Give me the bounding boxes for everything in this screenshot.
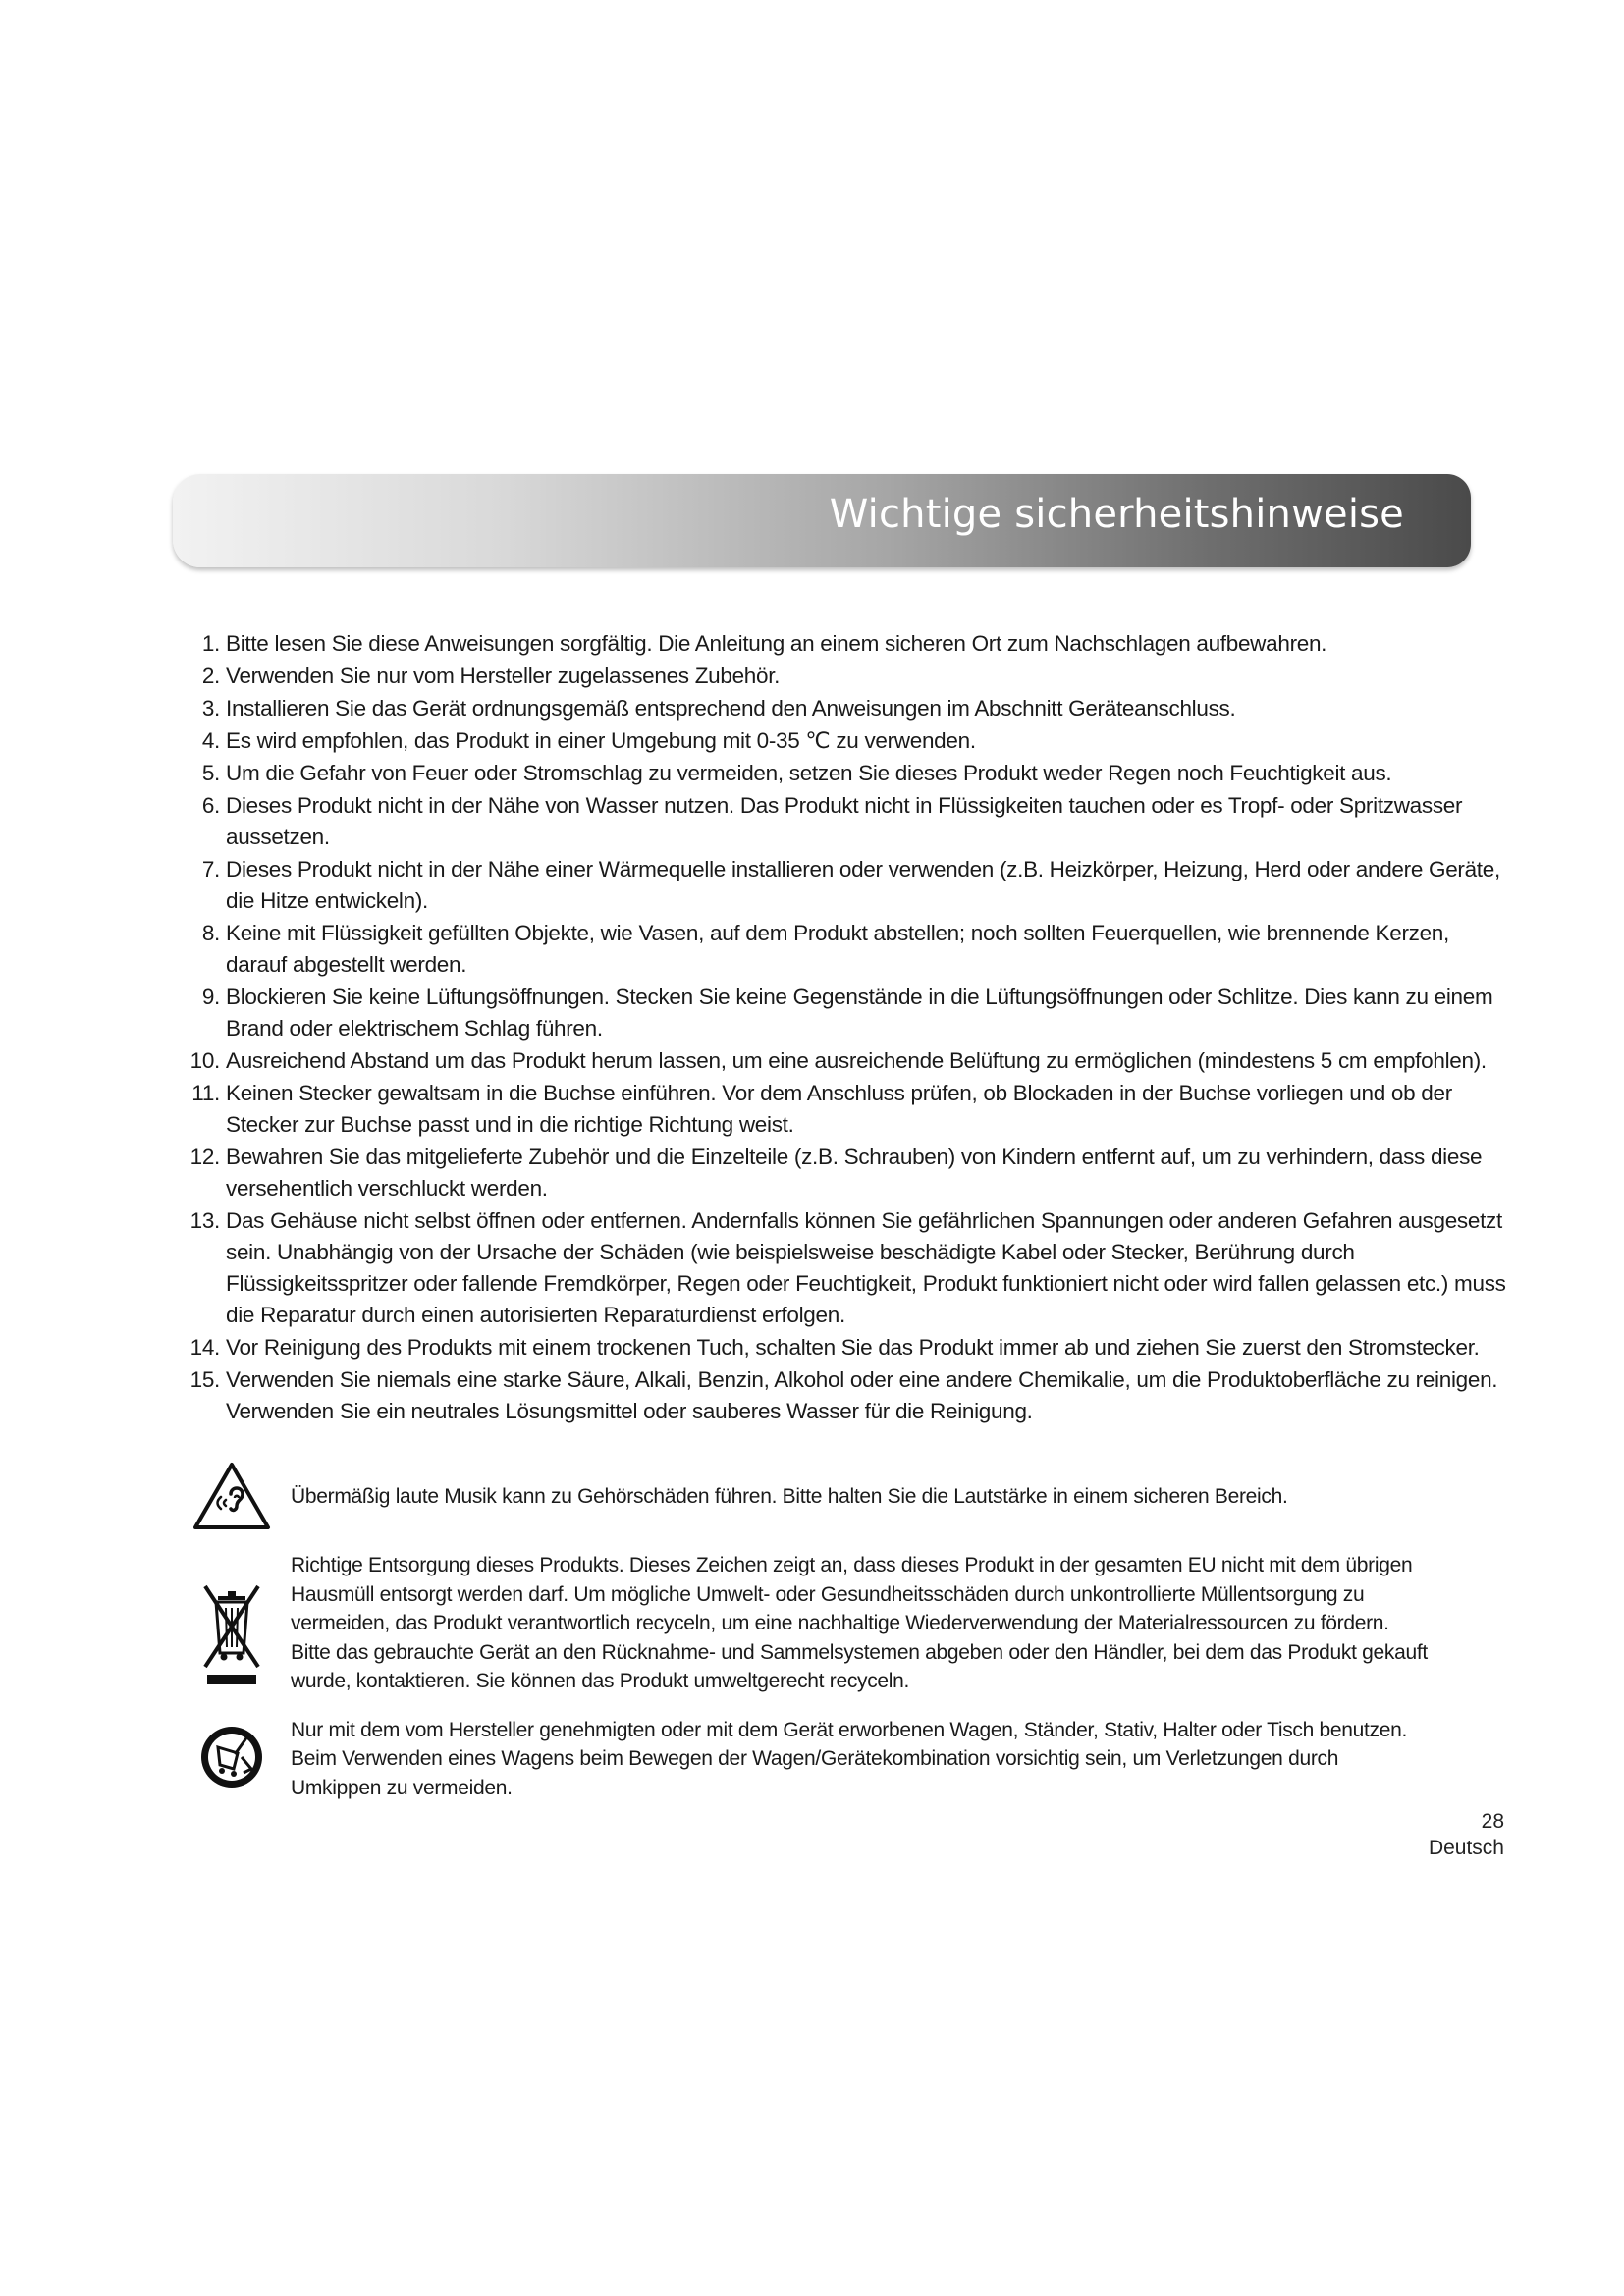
safety-instructions-list xyxy=(189,628,1508,1428)
disposal-notice xyxy=(173,1551,1489,1696)
item-text: Keinen Stecker gewaltsam in die Buchse einführen. Vor dem Anschluss prüfen, ob Blockaden in der Buchse vorliegen und ob der Stecker zur Buchse passt und in die richtige Richtung weist. xyxy=(226,1081,1452,1137)
item-text: Keine mit Flüssigkeit gefüllten Objekte, wie Vasen, auf dem Produkt abstellen; noch sollten Feuerquellen, wie brennende Kerzen, darauf abgestellt werden. xyxy=(226,921,1449,977)
item-text: Bewahren Sie das mitgelieferte Zubehör und die Einzelteile (z.B. Schrauben) von Kindern entfernt auf, um zu verhindern, dass diese versehentlich verschluckt werden. xyxy=(226,1145,1483,1201)
item-text: Das Gehäuse nicht selbst öffnen oder entfernen. Andernfalls können Sie gefährlichen Spannungen oder anderen Gefahren ausgesetzt sein. Unabhängig von der Ursache der Schäden (wie beispielsweise beschädigte Kabel oder Stecker, Berührung durch Flüssigkeitsspritzer oder fallende Fremdkörper, Regen oder Feuchtigkeit, Produkt funktioniert nicht oder wird fallen gelassen etc.) muss die Reparatur durch einen autorisierten Reparaturdienst erfolgen. xyxy=(226,1208,1506,1327)
list-item xyxy=(192,758,1508,789)
list-item xyxy=(192,790,1508,853)
item-number: 12. xyxy=(189,1145,220,1169)
list-item xyxy=(192,693,1508,724)
list-item xyxy=(192,661,1508,692)
item-number: 1. xyxy=(201,631,220,656)
list-item xyxy=(192,725,1508,757)
item-number: 4. xyxy=(201,728,220,753)
safety-notices xyxy=(173,1461,1489,1822)
cart-notice-text: Nur mit dem vom Hersteller genehmigten oder mit dem Gerät erworbenen Wagen, Ständer, Stativ, Halter oder Tisch benutzen. Beim Verwenden eines Wagens beim Bewegen der Wagen/Gerätekombination vorsichtig sein, um Verletzungen durch Umkippen zu vermeiden. xyxy=(291,1718,1408,1799)
weee-crossed-bin-icon xyxy=(173,1551,291,1686)
item-text: Es wird empfohlen, das Produkt in einer Umgebung mit 0-35 ℃ zu verwenden. xyxy=(226,728,976,753)
item-number: 8. xyxy=(201,921,220,945)
hearing-notice xyxy=(173,1461,1489,1531)
list-item xyxy=(192,854,1508,917)
list-item xyxy=(189,1142,1508,1204)
list-item xyxy=(189,1364,1508,1427)
item-number: 9. xyxy=(201,985,220,1009)
list-item xyxy=(189,1045,1508,1077)
item-text: Bitte lesen Sie diese Anweisungen sorgfältig. Die Anleitung an einem sicheren Ort zum Nachschlagen aufbewahren. xyxy=(226,631,1327,656)
page-number: 28 xyxy=(1481,1810,1504,1833)
item-number: 5. xyxy=(201,761,220,785)
cart-notice xyxy=(173,1716,1489,1803)
item-number: 6. xyxy=(201,793,220,818)
item-text: Verwenden Sie niemals eine starke Säure, Alkali, Benzin, Alkohol oder eine andere Chemikalie, um die Produktoberfläche zu reinigen. Verwenden Sie ein neutrales Lösungsmittel oder sauberes Wasser für die Reinigung. xyxy=(226,1367,1498,1423)
item-number: 14. xyxy=(189,1335,220,1360)
language-label: Deutsch xyxy=(1428,1837,1504,1859)
page-footer xyxy=(1429,1808,1504,1861)
item-text: Dieses Produkt nicht in der Nähe einer Wärmequelle installieren oder verwenden (z.B. Heizkörper, Heizung, Herd oder andere Geräte, die Hitze entwickeln). xyxy=(226,857,1500,913)
item-number: 2. xyxy=(201,664,220,688)
list-item xyxy=(192,918,1508,981)
item-text: Installieren Sie das Gerät ordnungsgemäß entsprechend den Anweisungen im Abschnitt Geräteanschluss. xyxy=(226,696,1236,721)
hearing-warning-icon xyxy=(173,1461,291,1531)
hearing-notice-text: Übermäßig laute Musik kann zu Gehörschäden führen. Bitte halten Sie die Lautstärke in einem sicheren Bereich. xyxy=(291,1485,1288,1508)
item-text: Vor Reinigung des Produkts mit einem trockenen Tuch, schalten Sie das Produkt immer ab und ziehen Sie zuerst den Stromstecker. xyxy=(226,1335,1480,1360)
item-number: 10. xyxy=(189,1048,220,1073)
item-number: 11. xyxy=(191,1081,220,1105)
item-number: 7. xyxy=(201,857,220,881)
list-item xyxy=(189,1205,1508,1331)
page-title: Wichtige sicherheitshinweise xyxy=(829,492,1404,537)
disposal-notice-text: Richtige Entsorgung dieses Produkts. Dieses Zeichen zeigt an, dass dieses Produkt in der gesamten EU nicht mit dem übrigen Hausmüll entsorgt werden darf. Um mögliche Umwelt- oder Gesundheitsschäden durch unkontrollierte Müllentsorgung zu vermeiden, das Produkt verantwortlich recyceln, um eine nachhaltige Wiederverwendung der Materialressourcen zu fördern. Bitte das gebrauchte Gerät an den Rücknahme- und Sammelsystemen abgeben oder den Händler, bei dem das Produkt gekauft wurde, kontaktieren. Sie können das Produkt umweltgerecht recyceln. xyxy=(291,1554,1428,1692)
item-number: 13. xyxy=(189,1208,220,1233)
item-text: Blockieren Sie keine Lüftungsöffnungen. Stecken Sie keine Gegenstände in die Lüftungsöffnungen oder Schlitze. Dies kann zu einem Brand oder elektrischem Schlag führen. xyxy=(226,985,1493,1041)
item-text: Um die Gefahr von Feuer oder Stromschlag zu vermeiden, setzen Sie dieses Produkt weder Regen noch Feuchtigkeit aus. xyxy=(226,761,1392,785)
item-text: Verwenden Sie nur vom Hersteller zugelassenes Zubehör. xyxy=(226,664,781,688)
item-text: Dieses Produkt nicht in der Nähe von Wasser nutzen. Das Produkt nicht in Flüssigkeiten tauchen oder es Tropf- oder Spritzwasser aussetzen. xyxy=(226,793,1463,849)
list-item xyxy=(192,1078,1508,1141)
item-number: 15. xyxy=(189,1367,220,1392)
item-text: Ausreichend Abstand um das Produkt herum lassen, um eine ausreichende Belüftung zu ermöglichen (mindestens 5 cm empfohlen). xyxy=(226,1048,1487,1073)
list-item xyxy=(189,1332,1508,1363)
cart-tip-over-icon xyxy=(173,1716,291,1790)
item-number: 3. xyxy=(201,696,220,721)
section-header-banner xyxy=(173,474,1471,567)
list-item xyxy=(192,982,1508,1044)
list-item xyxy=(192,628,1508,660)
